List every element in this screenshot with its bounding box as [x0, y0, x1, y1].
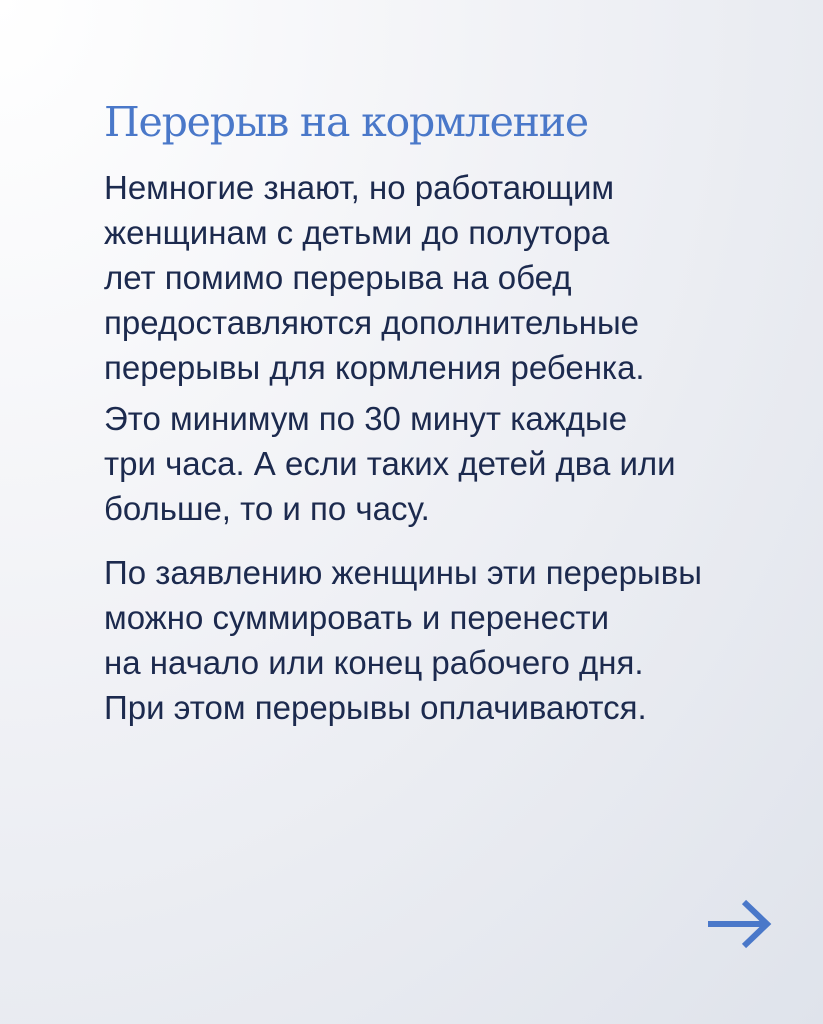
paragraph-line: предоставляются дополнительные — [104, 304, 640, 341]
paragraph-line: на начало или конец рабочего дня. — [104, 644, 644, 681]
paragraph-line: При этом перерывы оплачиваются. — [104, 689, 647, 726]
paragraph-line: По заявлению женщины эти перерывы — [104, 554, 702, 591]
paragraph-line: больше, то и по часу. — [104, 490, 430, 527]
paragraph-1 — [104, 165, 645, 390]
paragraph-line: Это минимум по 30 минут каждые — [104, 400, 628, 437]
paragraph-line: Немногие знают, но работающим — [104, 169, 615, 206]
paragraph-3 — [104, 550, 702, 730]
paragraph-line: можно суммировать и перенести — [104, 599, 610, 636]
paragraph-line: женщинам с детьми до полутора — [104, 214, 610, 251]
page-title: Перерыв на кормление — [104, 98, 588, 146]
arrow-right-icon — [706, 898, 774, 950]
paragraph-2 — [104, 396, 676, 531]
paragraph-line: три часа. А если таких детей два или — [104, 445, 676, 482]
paragraph-line: лет помимо перерыва на обед — [104, 259, 572, 296]
paragraph-line: перерывы для кормления ребенка. — [104, 349, 645, 386]
next-button[interactable] — [706, 898, 774, 950]
